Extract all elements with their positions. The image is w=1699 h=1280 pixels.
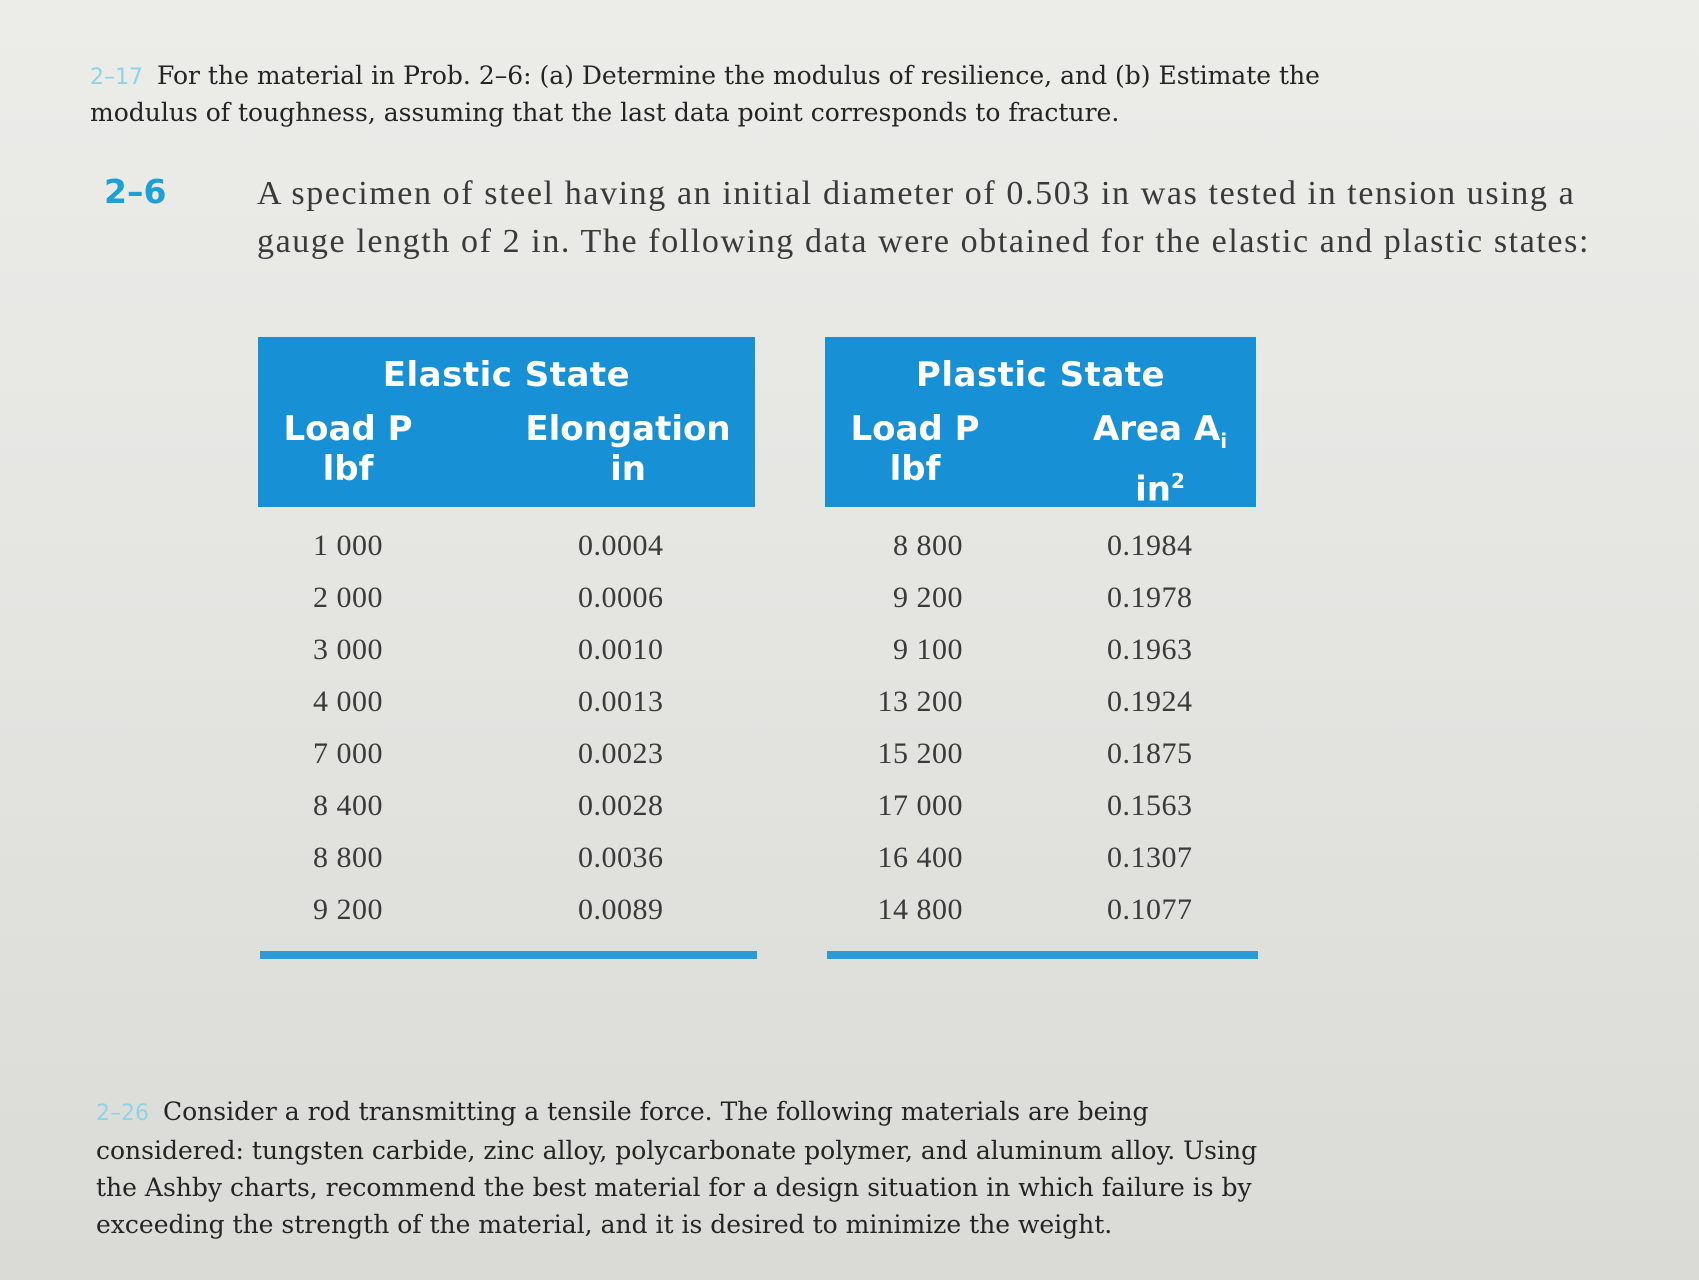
elastic-load-cell: 7 000 (313, 737, 383, 770)
elastic-elongation-cell: 0.0010 (578, 633, 664, 666)
table-row (825, 685, 1256, 737)
elastic-load-cell: 1 000 (313, 529, 383, 562)
table-row (258, 529, 755, 581)
plastic-load-cell: 15 200 (877, 737, 963, 770)
elastic-elongation-cell: 0.0028 (578, 789, 664, 822)
elastic-load-cell: 3 000 (313, 633, 383, 666)
elastic-load-cell: 4 000 (313, 685, 383, 718)
table-row (825, 529, 1256, 581)
plastic-load-cell: 13 200 (877, 685, 963, 718)
table-row (825, 737, 1256, 789)
elastic-load-cell: 2 000 (313, 581, 383, 614)
elastic-elongation-cell: 0.0004 (578, 529, 664, 562)
plastic-area-label (1080, 409, 1240, 461)
elastic-table-header (258, 337, 755, 507)
problem-2-26-text: Consider a rod transmitting a tensile force. The following materials are being considered: tungsten carbide, zinc alloy, polycarbonate polymer, and aluminum alloy. Using the Ashby charts, recommend the best material for a design situation in which failure is by exceeding the strength of the material, and it is desired to minimize the weight. (96, 1097, 1258, 1239)
table-row (825, 841, 1256, 893)
plastic-load-unit: lbf (889, 449, 941, 489)
elastic-state-table (258, 337, 755, 941)
plastic-area-cell: 0.1563 (1107, 789, 1193, 822)
plastic-area-cell: 0.1963 (1107, 633, 1193, 666)
table-row (258, 893, 755, 945)
plastic-table-title: Plastic State (915, 355, 1166, 395)
plastic-area-column-header (1080, 409, 1240, 509)
elastic-elongation-cell: 0.0013 (578, 685, 664, 718)
elastic-table-body (258, 529, 755, 941)
table-row (825, 893, 1256, 945)
elastic-load-cell: 8 400 (313, 789, 383, 822)
problem-2-17 (90, 58, 1330, 130)
plastic-load-cell: 16 400 (877, 841, 963, 874)
plastic-load-cell: 17 000 (877, 789, 963, 822)
problem-2-17-number: 2–17 (90, 65, 143, 90)
elastic-elongation-cell: 0.0089 (578, 893, 664, 926)
table-row (258, 789, 755, 841)
elastic-load-cell: 8 800 (313, 841, 383, 874)
elastic-table-bottom-rule (260, 951, 757, 959)
elastic-load-unit: lbf (322, 449, 374, 489)
plastic-load-label: Load P (850, 409, 980, 449)
problem-2-6-number: 2–6 (104, 172, 167, 211)
elastic-load-cell: 9 200 (313, 893, 383, 926)
table-row (825, 633, 1256, 685)
plastic-area-unit-text: in (1135, 469, 1171, 510)
plastic-load-cell: 8 800 (893, 529, 963, 562)
plastic-area-cell: 0.1978 (1107, 581, 1193, 614)
table-row (825, 581, 1256, 633)
plastic-area-unit (1080, 461, 1240, 509)
problem-2-6-text: A specimen of steel having an initial diameter of 0.503 in was tested in tension using a gauge length of 2 in. The following data were obtained for the elastic and plastic states: (257, 175, 1591, 260)
plastic-load-cell: 9 100 (893, 633, 963, 666)
plastic-area-cell: 0.1984 (1107, 529, 1193, 562)
elastic-load-column-header (268, 409, 428, 489)
elastic-elongation-cell: 0.0006 (578, 581, 664, 614)
elastic-elongation-column-header (513, 409, 743, 489)
plastic-area-cell: 0.1307 (1107, 841, 1193, 874)
elastic-load-label: Load P (283, 409, 413, 449)
table-row (258, 685, 755, 737)
plastic-state-table (825, 337, 1256, 941)
elastic-elongation-cell: 0.0023 (578, 737, 664, 770)
table-row (825, 789, 1256, 841)
plastic-area-subscript: i (1220, 428, 1228, 453)
plastic-table-bottom-rule (827, 951, 1258, 959)
problem-2-26 (96, 1093, 1286, 1243)
plastic-load-cell: 9 200 (893, 581, 963, 614)
table-row (258, 841, 755, 893)
table-row (258, 633, 755, 685)
problem-2-17-text-line2: modulus of toughness, assuming that the last data point corresponds to fracture. (90, 98, 1120, 127)
elastic-elongation-label: Elongation (525, 409, 731, 449)
plastic-area-label-text: Area A (1092, 409, 1221, 449)
elastic-elongation-cell: 0.0036 (578, 841, 664, 874)
plastic-area-cell: 0.1875 (1107, 737, 1193, 770)
table-row (258, 581, 755, 633)
plastic-area-cell: 0.1924 (1107, 685, 1193, 718)
problem-2-17-text-line1: For the material in Prob. 2–6: (a) Determine the modulus of resilience, and (b) Estimate the (157, 61, 1320, 90)
elastic-elongation-unit: in (610, 449, 646, 489)
plastic-area-cell: 0.1077 (1107, 893, 1193, 926)
problem-2-26-number: 2–26 (96, 1101, 149, 1126)
elastic-table-title: Elastic State (382, 355, 631, 395)
plastic-load-column-header (835, 409, 995, 489)
plastic-load-cell: 14 800 (877, 893, 963, 926)
table-row (258, 737, 755, 789)
plastic-table-header (825, 337, 1256, 510)
plastic-area-superscript: 2 (1170, 468, 1185, 493)
plastic-table-body (825, 529, 1256, 941)
